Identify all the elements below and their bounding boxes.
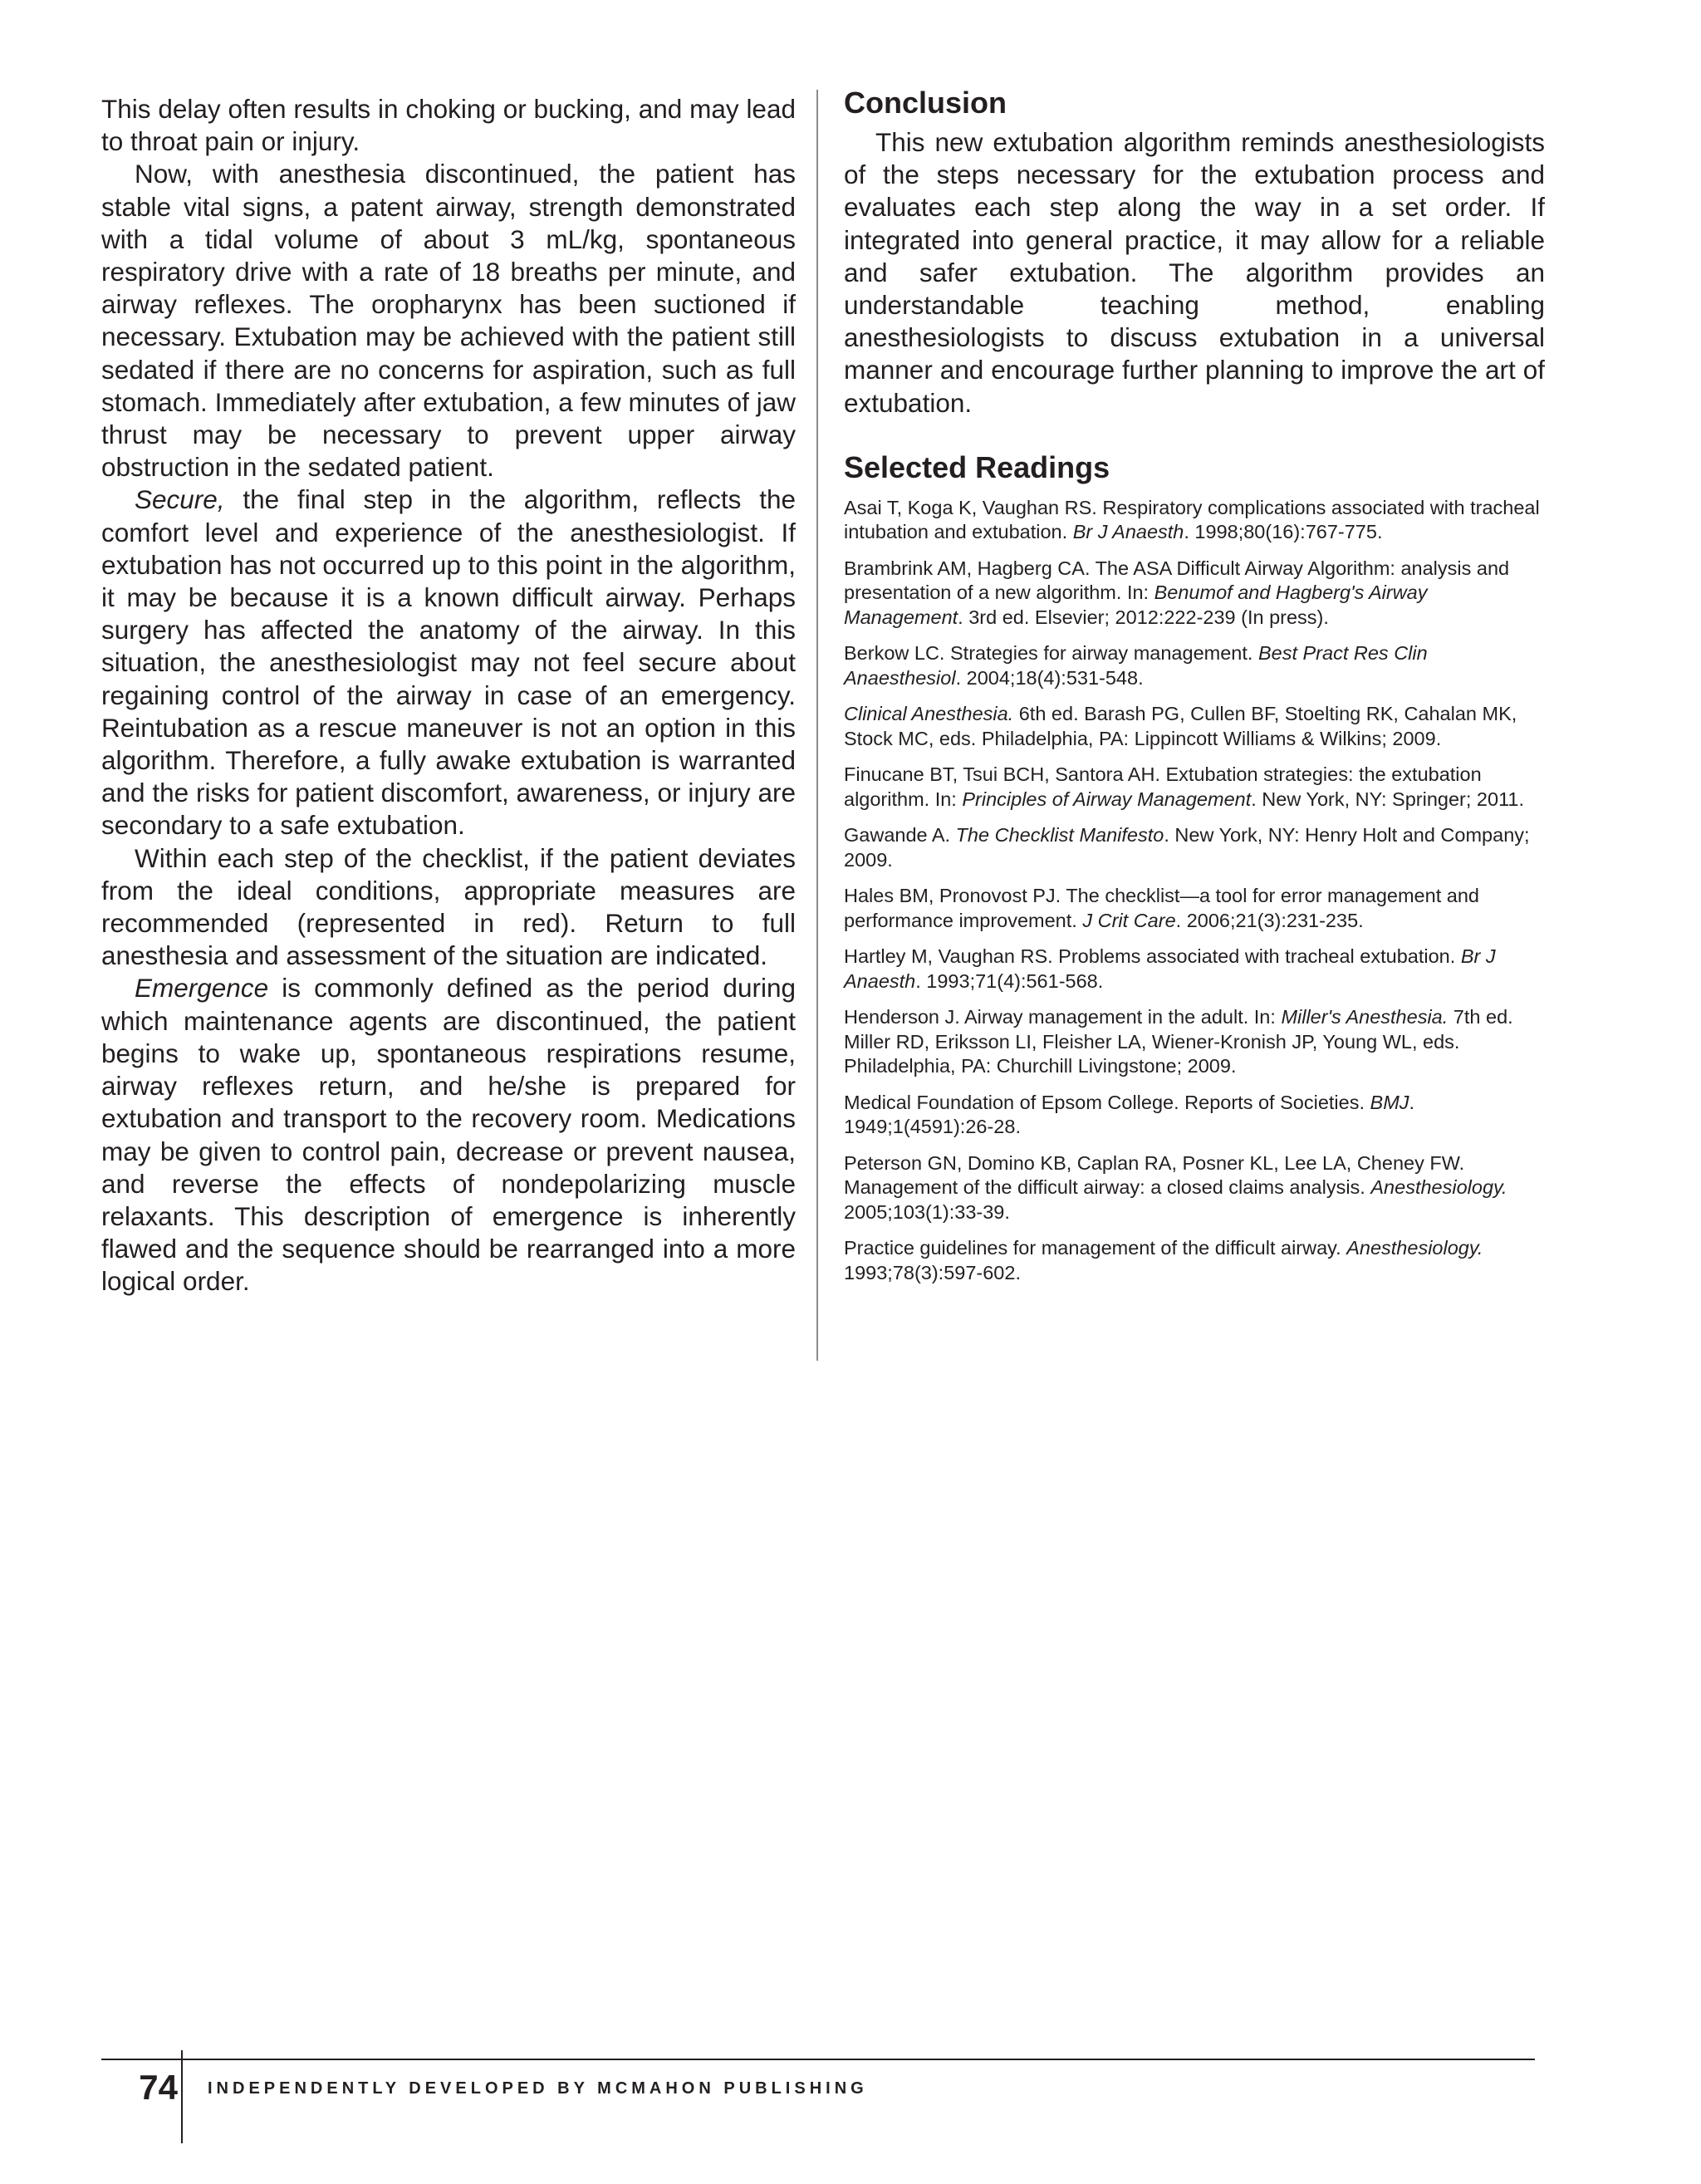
italic-term: Emergence [135, 973, 269, 1004]
footer-rule [101, 2059, 1535, 2060]
reference-details: . 3rd ed. Elsevier; 2012:222-239 (In press). [958, 606, 1329, 628]
left-column [101, 93, 796, 1298]
reference-details: 2005;103(1):33-39. [844, 1200, 1010, 1223]
reference-list [844, 496, 1545, 1286]
reference-details: . New York, NY: Henry Holt and Company; 2009. [844, 824, 1530, 871]
reference-item [844, 702, 1545, 751]
body-paragraph: This delay often results in choking or bucking, and may lead to throat pain or injury. [101, 94, 796, 157]
body-paragraph [101, 972, 796, 1298]
footer-divider [181, 2050, 183, 2143]
conclusion-paragraph: This new extubation algorithm reminds anesthesiologists of the steps necessary for the extubation process and evaluates each step along the way in a set order. If integrated into general practice, it may allow for a reliable and safer extubation. The algorithm provides an understandable teaching method, enabling anesthesiologists to discuss extubation in a universal manner and encourage further planning to improve the art of extubation. [844, 127, 1545, 418]
reference-item [844, 557, 1545, 631]
reference-details: . 2006;21(3):231-235. [1175, 909, 1364, 931]
reference-text: Finucane BT, Tsui BCH, Santora AH. Extubation strategies: the extubation algorithm. In: [844, 763, 1482, 810]
reference-item [844, 1151, 1545, 1225]
reference-details: . 1949;1(4591):26-28. [844, 1091, 1415, 1138]
reference-text: Henderson J. Airway management in the adult. In: [844, 1006, 1282, 1028]
reference-details: 6th ed. Barash PG, Cullen BF, Stoelting RK, Cahalan MK, Stock MC, eds. Philadelphia, PA: Lippincott Williams & Wilkins; 2009. [844, 703, 1517, 749]
reference-item [844, 945, 1545, 994]
reference-details: . 2004;18(4):531-548. [955, 666, 1144, 689]
reference-text: Hartley M, Vaughan RS. Problems associated with tracheal extubation. [844, 945, 1461, 968]
reference-text: Gawande A. [844, 824, 956, 847]
reference-source: Best Pract Res Clin Anaesthesiol [844, 642, 1428, 689]
reference-source: Benumof and Hagberg's Airway Management [844, 582, 1428, 628]
reference-details: . 1998;80(16):767-775. [1184, 521, 1383, 543]
reference-item [844, 1005, 1545, 1079]
right-column [844, 83, 1545, 1297]
reference-source: Miller's Anesthesia. [1281, 1006, 1449, 1028]
reference-source: J Crit Care [1082, 909, 1176, 931]
reference-details: 1993;78(3):597-602. [844, 1261, 1021, 1283]
reference-item [844, 763, 1545, 812]
reference-item [844, 823, 1545, 872]
reference-source: Br J Anaesth [1072, 521, 1184, 543]
paragraph-text: the final step in the algorithm, reflects the comfort level and experience of the anesthesiologist. If extubation has not occurred up to this point in the algorithm, it may be because it is a known difficult airway. Perhaps surgery has affected the anatomy of the airway. In this situation, the anesthesiologist may not feel secure about regaining control of the airway in case of an emergency. Reintubation as a rescue maneuver is not an option in this algorithm. Therefore, a fully awake extubation is warranted and the risks for patient discomfort, awareness, or injury are secondary to a safe extubation. [101, 484, 796, 841]
footer-publisher-text: INDEPENDENTLY DEVELOPED BY MCMAHON PUBLISHING [208, 2079, 868, 2098]
reference-source: Clinical Anesthesia. [844, 703, 1014, 725]
conclusion-heading: Conclusion [844, 86, 1007, 120]
reference-source: Br J Anaesth [844, 945, 1496, 992]
reference-text: Practice guidelines for management of the difficult airway. [844, 1237, 1347, 1259]
reference-text: Peterson GN, Domino KB, Caplan RA, Posner KL, Lee LA, Cheney FW. Management of the difficult airway: a closed claims analysis. [844, 1151, 1465, 1199]
reference-text: Hales BM, Pronovost PJ. The checklist—a tool for error management and performance improvement. [844, 885, 1479, 931]
reference-text: Brambrink AM, Hagberg CA. The ASA Difficult Airway Algorithm: analysis and presentation of a new algorithm. In: [844, 557, 1510, 604]
reference-text: Asai T, Koga K, Vaughan RS. Respiratory complications associated with tracheal intubation and extubation. [844, 496, 1540, 543]
reference-text: Medical Foundation of Epsom College. Reports of Societies. [844, 1091, 1370, 1113]
body-paragraph [101, 483, 796, 842]
reference-item [844, 1236, 1545, 1285]
page-number: 74 [139, 2068, 178, 2107]
reference-item [844, 1091, 1545, 1140]
italic-term: Secure, [135, 484, 225, 515]
reference-text: Berkow LC. Strategies for airway management. [844, 642, 1258, 665]
reference-source: BMJ [1370, 1091, 1409, 1113]
reference-item [844, 641, 1545, 690]
selected-readings-heading: Selected Readings [844, 449, 1110, 484]
reference-item [844, 496, 1545, 545]
reference-source: Anesthesiology. [1346, 1237, 1483, 1259]
reference-details: 7th ed. Miller RD, Eriksson LI, Fleisher LA, Wiener-Kronish JP, Young WL, eds. Philadelphia, PA: Churchill Livingstone; 2009. [844, 1006, 1513, 1077]
reference-source: Principles of Airway Management [962, 788, 1252, 810]
reference-source: The Checklist Manifesto [955, 824, 1164, 847]
column-divider [816, 90, 818, 1361]
reference-details: . New York, NY: Springer; 2011. [1251, 788, 1524, 810]
paragraph-text: is commonly defined as the period during which maintenance agents are discontinued, the patient begins to wake up, spontaneous respirations resume, airway reflexes return, and he/she is prepared for extubation and transport to the recovery room. Medications may be given to control pain, decrease or prevent nausea, and reverse the effects of nondepolarizing muscle relaxants. This description of emergence is inherently flawed and the sequence should be rearranged into a more logical order. [101, 973, 796, 1297]
reference-details: . 1993;71(4):561-568. [915, 969, 1104, 992]
body-paragraph: Within each step of the checklist, if the patient deviates from the ideal conditions, appropriate measures are recommended (represented in red). Return to full anesthesia and assessment of the situation are indicated. [101, 842, 796, 971]
body-paragraph: Now, with anesthesia discontinued, the patient has stable vital signs, a patent airway, strength demonstrated with a tidal volume of about 3 mL/kg, spontaneous respiratory drive with a rate of 18 breaths per minute, and airway reflexes. The oropharynx has been suctioned if necessary. Extubation may be achieved with the patient still sedated if there are no concerns for aspiration, such as full stomach. Immediately after extubation, a few minutes of jaw thrust may be necessary to prevent upper airway obstruction in the sedated patient. [101, 159, 796, 483]
reference-source: Anesthesiology. [1370, 1176, 1507, 1199]
reference-item [844, 884, 1545, 933]
